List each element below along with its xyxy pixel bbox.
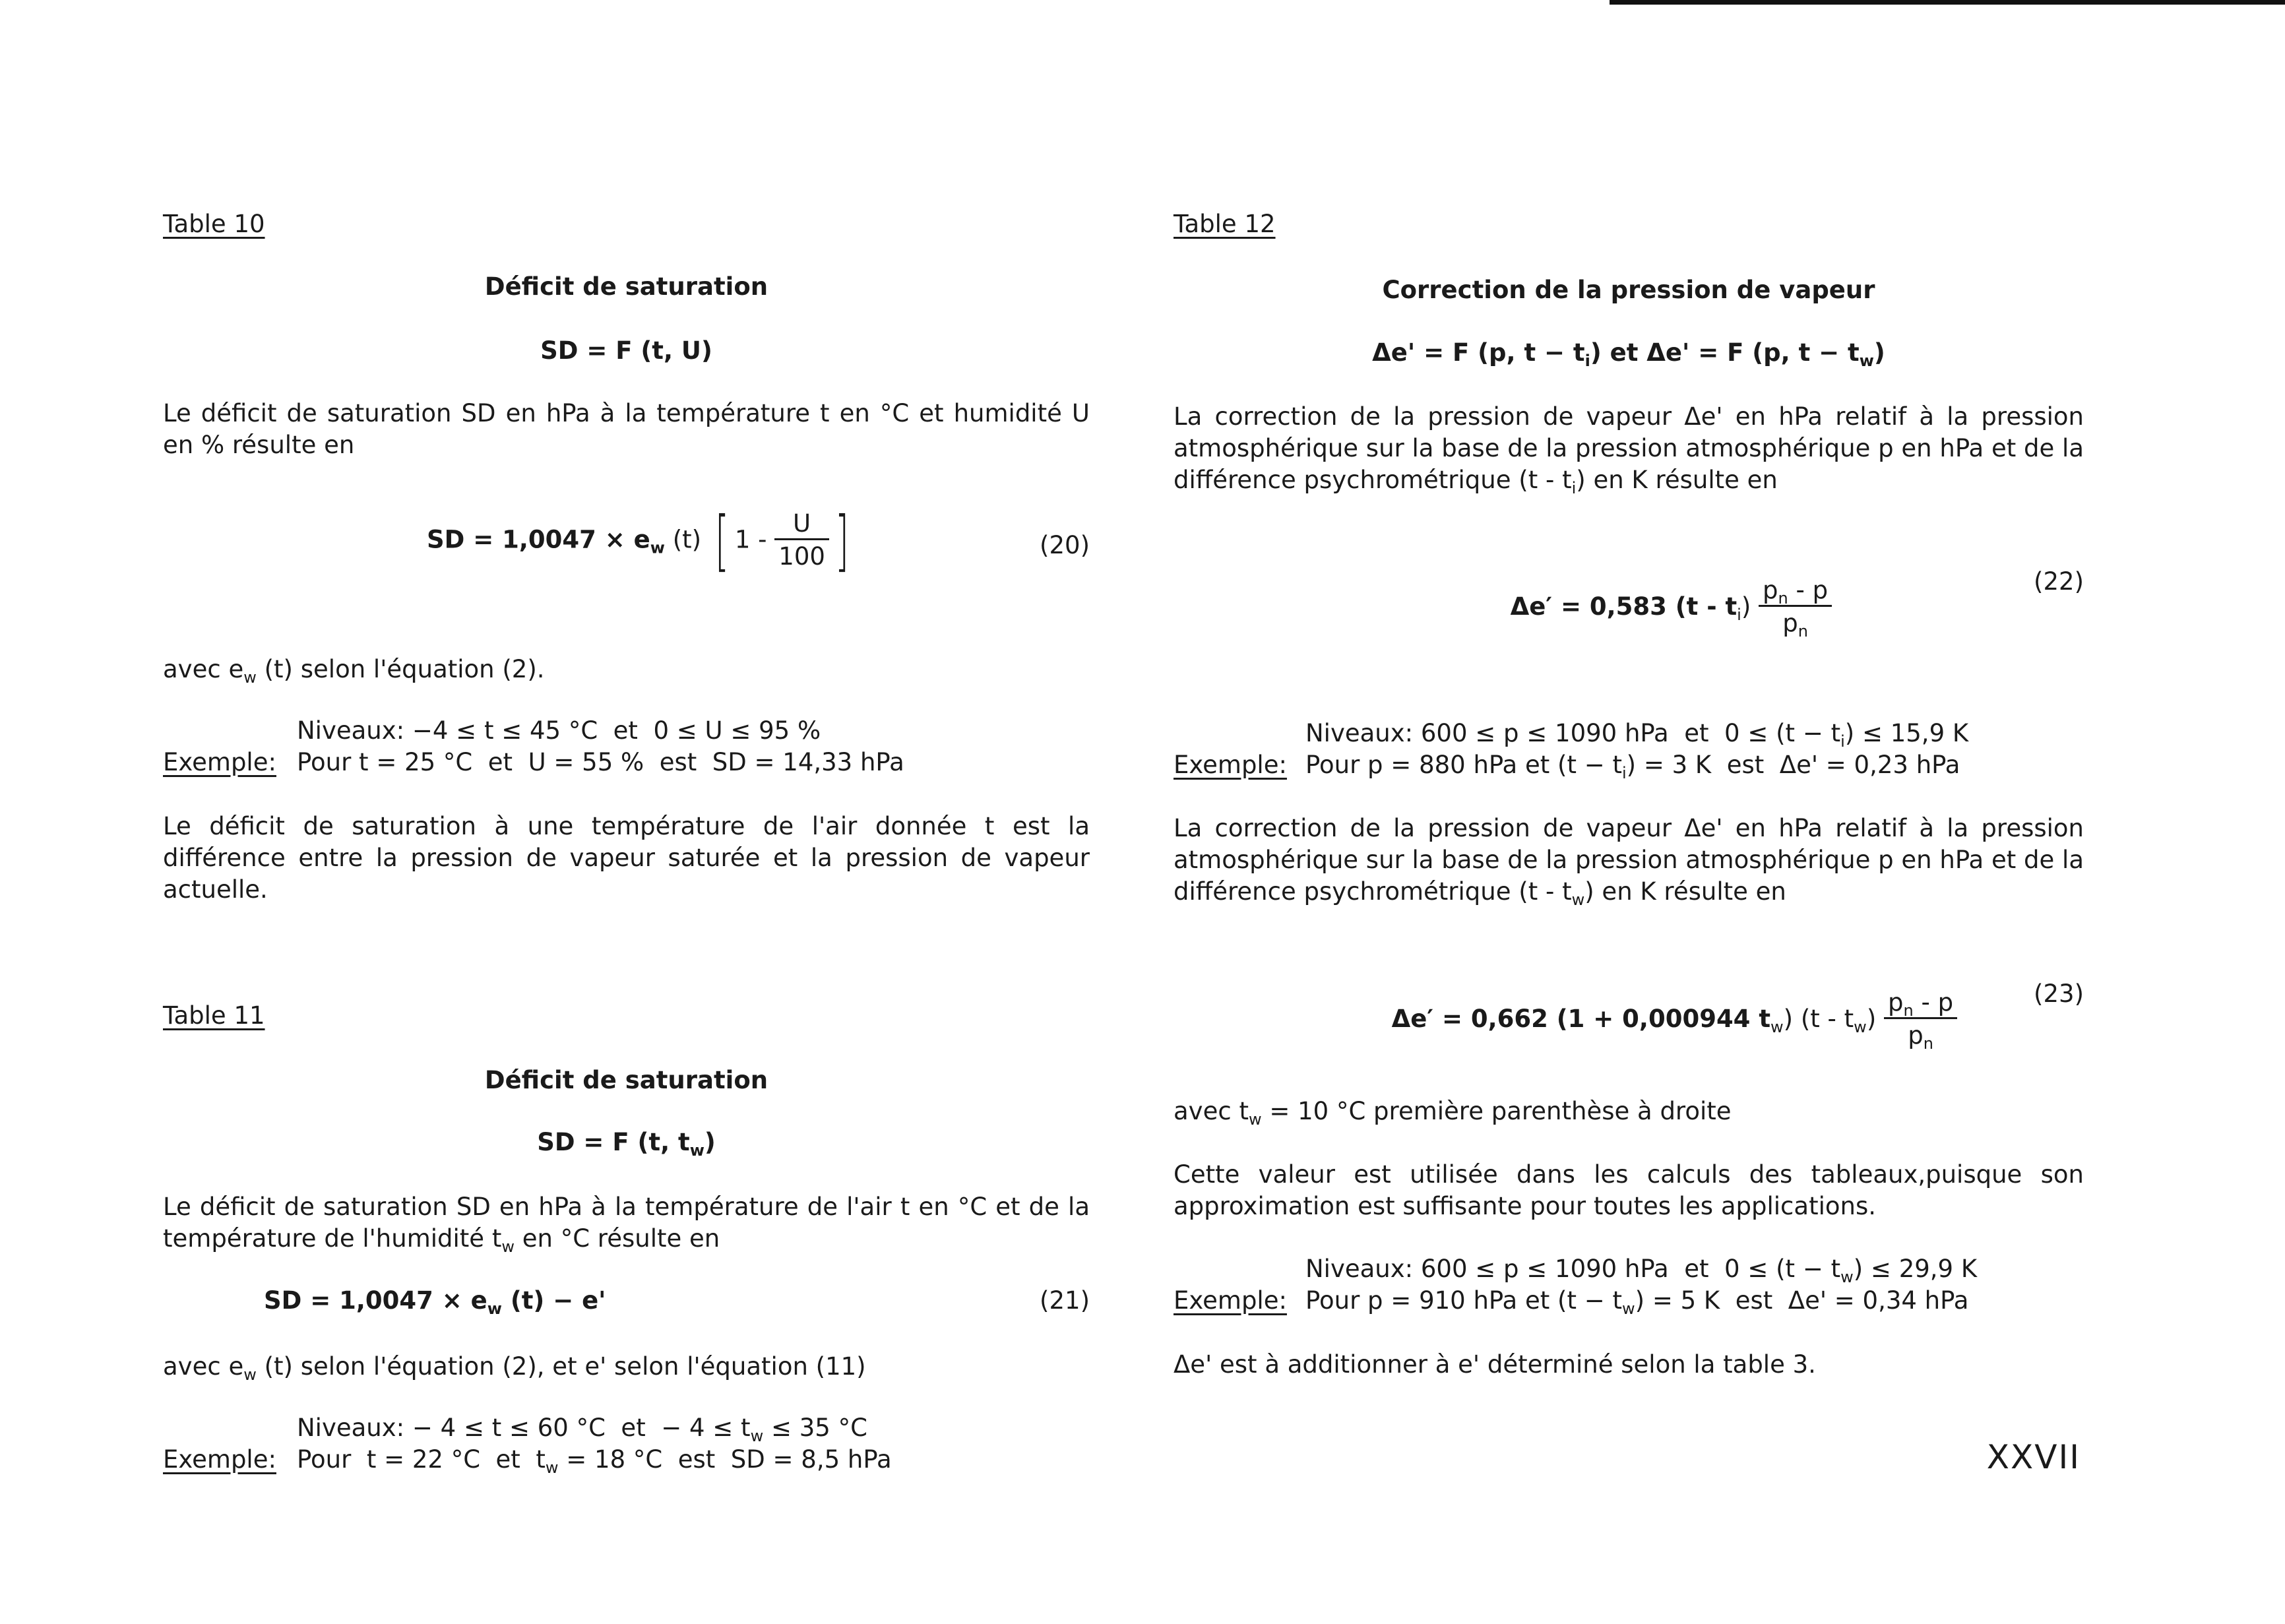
table-11-range: Niveaux: − 4 ≤ t ≤ 60 °C et − $4 \le t_w \le 35$ °C [297,1414,867,1445]
table-12-example-1-label: Exemple: [1174,751,1287,779]
equation-21-number: (21) [1040,1286,1090,1315]
table-11-example: Pour t = 22 °C et $t_w = 18$ °C est SD = 8,5 hPa [297,1445,892,1477]
table-12-final: Δe' est à additionner à e' déterminé selon la table 3. [1174,1350,1816,1379]
equation-21: SD = $1,0047 \times e_w$ (t) − e' (21) [264,1286,1090,1318]
table-12-range-2: Niveaux: 600 ≤ p ≤ 1090 hPa et $0 \le (t - t_w) \le 29,9$ K [1305,1255,1978,1286]
top-edge-line [1610,0,2285,5]
table-10-after: avec $e_w$ (t) selon l'équation (2). [163,655,545,687]
equation-22: Δe′ = 0,583 $(t - t_i)$ $\frac{p_n - p}{p_n}$ (22) [1510,567,2084,640]
table-11-formula: SD = F (t, $t_w$) [537,1128,716,1160]
equation-20-number: (20) [1040,531,1090,559]
table-12-valeur: Cette valeur est utilisée dans les calculs des tableaux,puisque son approximation est suffisante pour toutes les applications. [1174,1160,2084,1220]
table-12-title: Correction de la pression de vapeur [1382,276,1875,304]
equation-23-number: (23) [2034,980,2084,1008]
table-10-intro: Le déficit de saturation SD en hPa à la température t en °C et humidité U en % résulte en [163,399,1090,459]
table-10-example: Pour t = 25 °C et U = 55 % est SD = 14,33 hPa [297,748,904,776]
table-12-example-2: Pour p = 910 hPa et $(t - t_w) = 5$ K est Δe' = 0,34 hPa [1305,1286,1969,1318]
table-11-example-label: Exemple: [163,1445,276,1474]
equation-23: Δe′ = 0,662 (1 + 0,000944 $t_w$) $(t - t_w)$ $\frac{p_n - p}{p_n}$ (23) [1391,980,2084,1053]
table-11-after: avec $e_w$ (t) selon l'équation (2), et e' selon l'équation (11) [163,1352,866,1384]
table-10-label: Table 10 [163,210,265,238]
table-10-example-label: Exemple: [163,748,276,776]
table-11-label: Table 11 [163,1001,265,1030]
equation-20: SD = $1,0047 \times e_w$ (t) [ 1 - $\frac{U}{100}$ ] (20) [427,502,1090,579]
table-12-intro-2: La correction de la pression de vapeur Δe' en hPa relatif à la pression atmosphérique sur la base de la pression atmosphérique p en hPa et de la différence psychrométrique $(t - t_w)$ en K résulte en [1174,814,2084,909]
table-10-formula: SD = F (t, U) [540,336,712,365]
table-12-formula: Δe' = F (p, $t - t_i$) et Δe' = F (p, $t - t_w$) [1372,338,1885,370]
table-11-intro: Le déficit de saturation SD en hPa à la température de l'air t en °C et de la température de l'humidité $t_w$ en °C résulte en [163,1193,1090,1256]
table-12-example-1: Pour p = 880 hPa et $(t - t_i) = 3$ K est Δe' = 0,23 hPa [1305,751,1960,782]
table-10-range: Niveaux: −4 ≤ t ≤ 45 °C et 0 ≤ U ≤ 95 % [297,716,821,745]
table-12-example-2-label: Exemple: [1174,1286,1287,1315]
table-12-intro-1: La correction de la pression de vapeur Δe' en hPa relatif à la pression atmosphérique sur la base de la pression atmosphérique p en hPa et de la différence psychrométrique $(t - t_i)$ en K résulte en [1174,402,2084,497]
table-12-avec: avec $t_w = 10$ °C première parenthèse à droite [1174,1097,1732,1129]
table-11-title: Déficit de saturation [484,1066,768,1094]
table-10-note: Le déficit de saturation à une température de l'air donnée t est la différence entre la pression de vapeur saturée et la pression de vapeur actuelle. [163,812,1090,904]
table-10-title: Déficit de saturation [484,272,768,301]
page-number: XXVII [1986,1438,2081,1476]
table-12-label: Table 12 [1174,210,1276,238]
equation-22-number: (22) [2034,567,2084,596]
table-12-range-1: Niveaux: 600 ≤ p ≤ 1090 hPa et $0 \le (t - t_i) \le 15,9$ K [1305,719,1969,751]
